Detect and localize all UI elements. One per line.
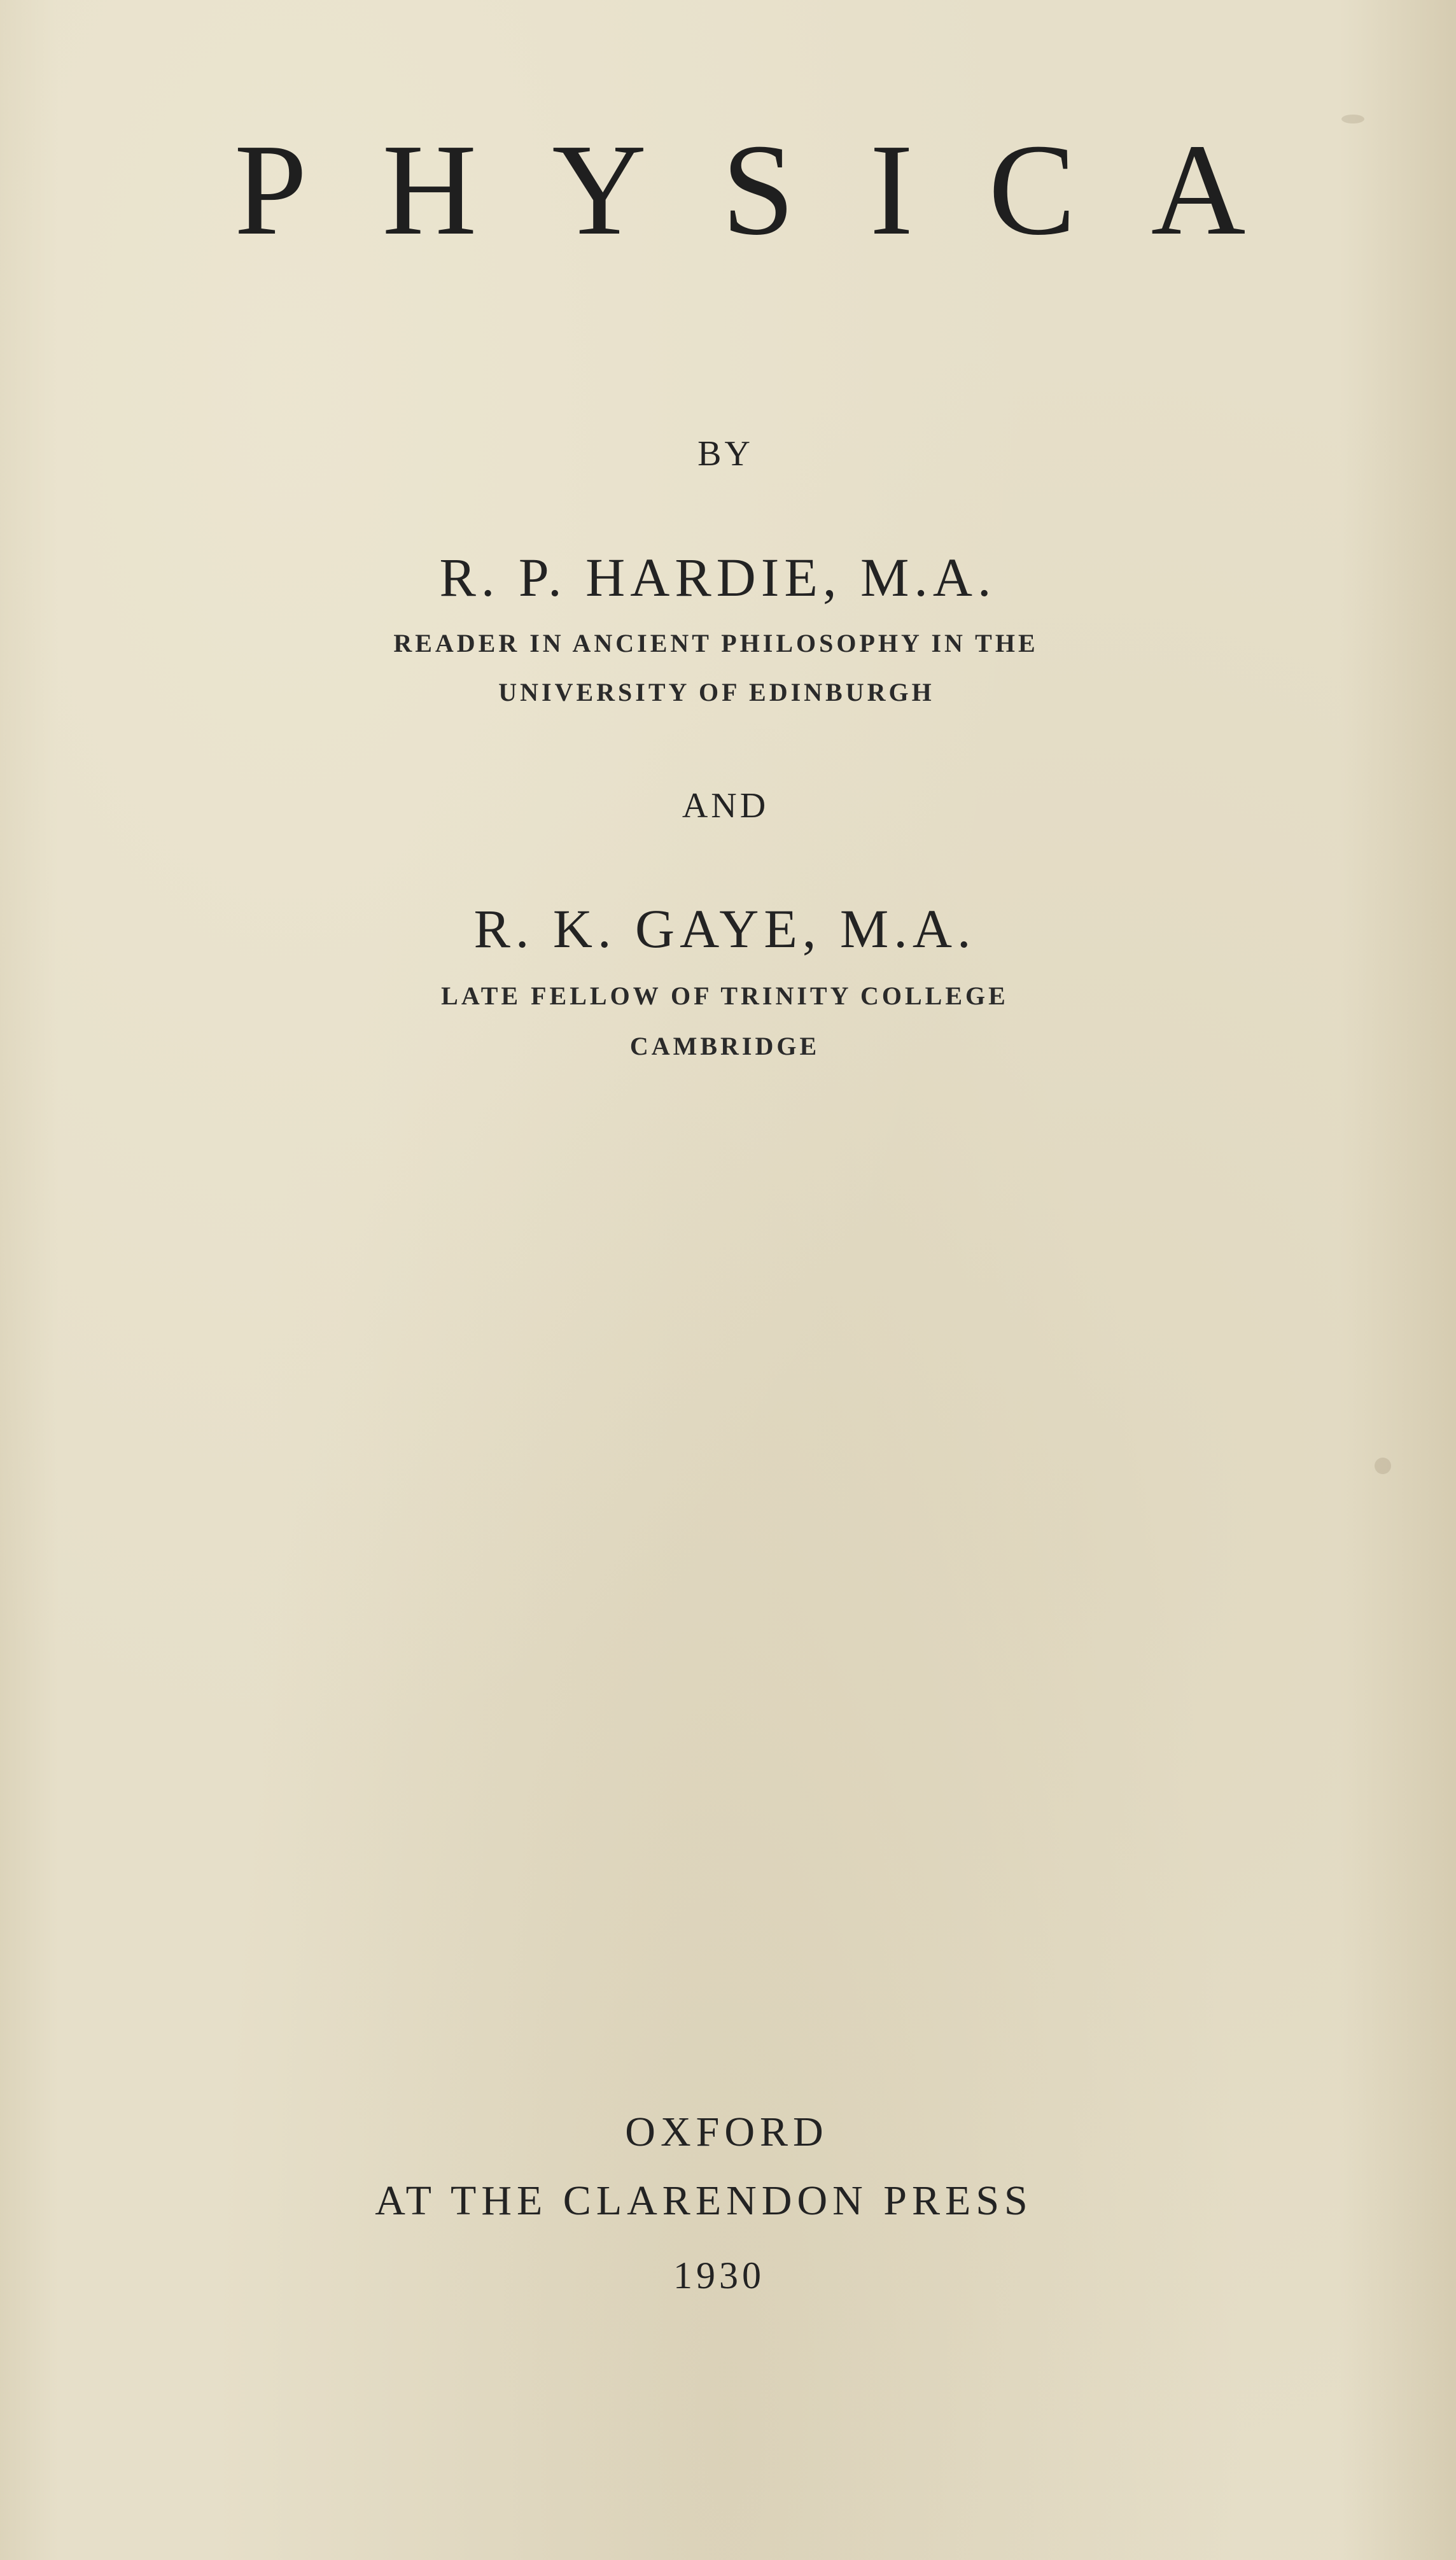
paper-speck xyxy=(1375,1458,1391,1474)
by-label: BY xyxy=(697,434,753,474)
publication-year: 1930 xyxy=(673,2254,765,2296)
author-affiliation: LATE FELLOW OF TRINITY COLLEGE xyxy=(441,981,1009,1010)
author-affiliation: CAMBRIDGE xyxy=(629,1032,820,1060)
book-title: PHYSICA xyxy=(234,116,1321,262)
author-name: R. P. HARDIE, M.A. xyxy=(439,547,997,608)
and-label: AND xyxy=(682,786,769,826)
publisher-name: AT THE CLARENDON PRESS xyxy=(375,2177,1033,2224)
author-affiliation: UNIVERSITY OF EDINBURGH xyxy=(498,678,935,707)
author-affiliation: READER IN ANCIENT PHILOSOPHY IN THE xyxy=(393,629,1039,658)
author-name: R. K. GAYE, M.A. xyxy=(473,898,976,959)
publisher-city: OXFORD xyxy=(625,2109,829,2155)
paper-speck xyxy=(1341,115,1364,123)
